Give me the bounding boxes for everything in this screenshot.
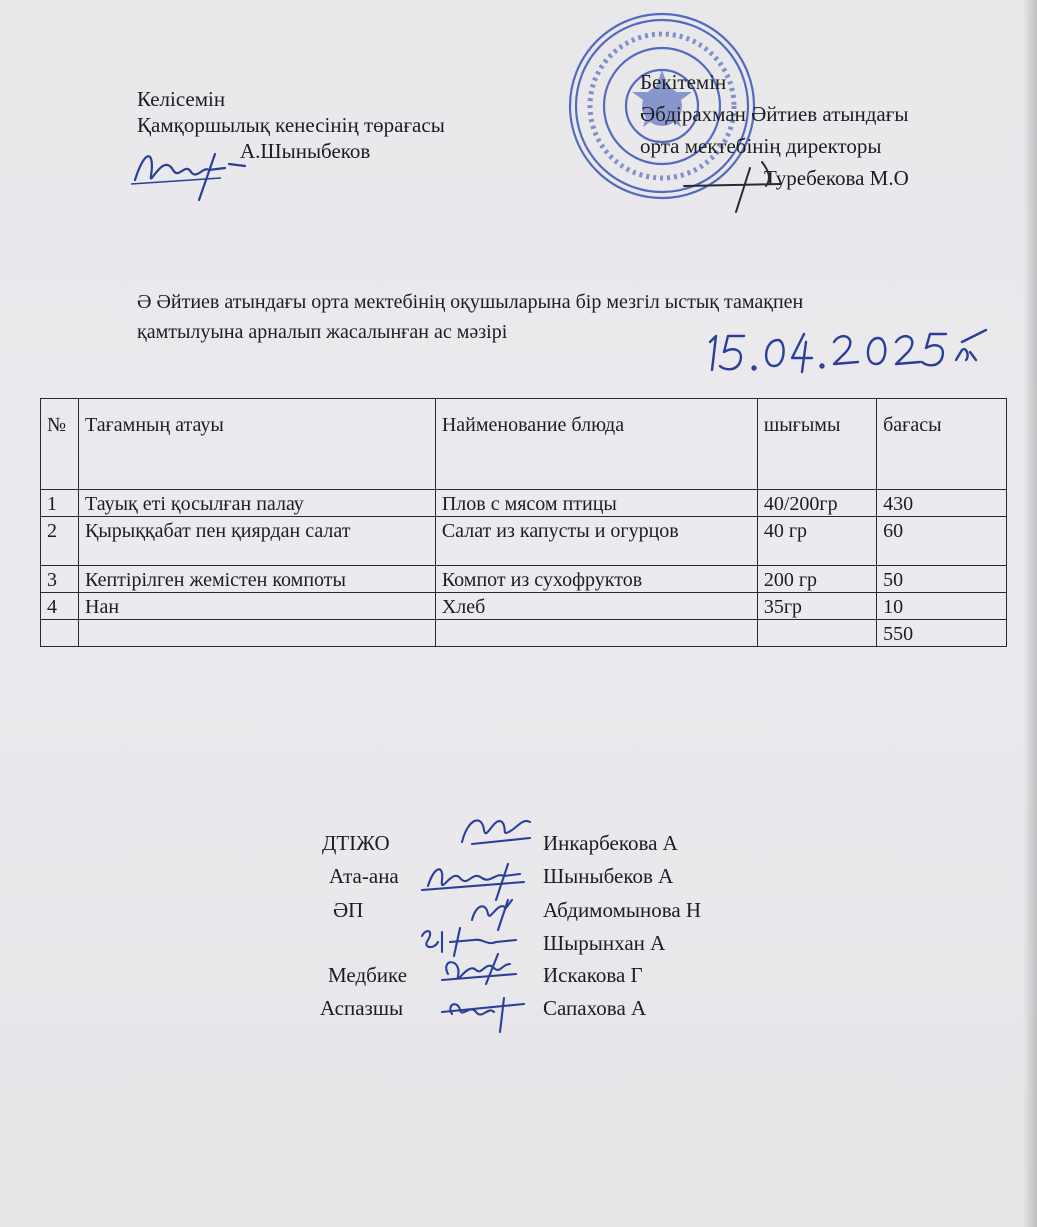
signature-name-6: Сапахова А — [543, 996, 647, 1020]
signature-role-parent: Ата-ана — [329, 864, 399, 888]
page-edge-shadow — [1023, 0, 1037, 1227]
table-row — [41, 517, 1007, 566]
handwritten-date — [700, 320, 990, 380]
menu-title-line-1: Ә Әйтиев атындағы орта мектебінің оқушыларына бір мезгіл ыстық тамақпен — [137, 291, 804, 313]
cell-dish-ru: Компот из сухофруктов — [435, 566, 757, 593]
approved-label: Бекітемін — [640, 70, 727, 94]
menu-title-line-2: қамтылуына арналып жасалынған ас мәзірі — [137, 321, 508, 343]
cell-dish-kz: Тауық еті қосылған палау — [79, 490, 436, 517]
cell-dish-ru: Плов с мясом птицы — [435, 490, 757, 517]
director-name: Туребекова М.О — [764, 166, 909, 190]
school-name-line: Әбдірахман Әйтиев атындағы — [640, 102, 909, 126]
board-chairman-title: Қамқоршылық кенесінің төрағасы — [137, 113, 445, 137]
cell-number: 2 — [41, 517, 79, 566]
table-row — [41, 566, 1007, 593]
cell-total-price: 550 — [877, 620, 1007, 647]
director-signature — [680, 150, 790, 216]
cell-dish-kz: Қырыққабат пен қиярдан салат — [79, 517, 436, 566]
table-row — [41, 490, 1007, 517]
cell-dish-ru — [435, 620, 757, 647]
signature-role-ep: ӘП — [333, 898, 364, 922]
cell-price: 10 — [877, 593, 1007, 620]
cell-yield — [757, 620, 876, 647]
cell-price: 50 — [877, 566, 1007, 593]
signature-role-nurse: Медбике — [328, 963, 408, 987]
committee-signatures — [412, 808, 547, 1038]
signature-name-5: Искакова Г — [543, 963, 643, 987]
cell-number: 3 — [41, 566, 79, 593]
menu-table — [40, 398, 1007, 647]
signature-role-dtizho: ДТІЖО — [322, 831, 390, 855]
table-total-row — [41, 620, 1007, 647]
cell-number — [41, 620, 79, 647]
agreed-label: Келісемін — [137, 87, 226, 111]
cell-yield: 40 гр — [757, 517, 876, 566]
chairman-name: А.Шыныбеков — [240, 139, 371, 163]
cell-yield: 35гр — [757, 593, 876, 620]
signature-name-2: Шыныбеков А — [543, 864, 674, 888]
signature-name-4: Шырынхан А — [543, 931, 666, 955]
signature-name-3: Абдимомынова Н — [543, 898, 702, 922]
header-dish-name-kz: Тағамның атауы — [79, 399, 436, 490]
header-number: № — [41, 399, 79, 490]
cell-number: 1 — [41, 490, 79, 517]
header-price: бағасы — [877, 399, 1007, 490]
cell-price: 60 — [877, 517, 1007, 566]
cell-yield: 40/200гр — [757, 490, 876, 517]
header-yield: шығымы — [757, 399, 876, 490]
cell-dish-kz — [79, 620, 436, 647]
table-header-row — [41, 399, 1007, 490]
cell-number: 4 — [41, 593, 79, 620]
director-title-line: орта мектебінің директоры — [640, 134, 882, 158]
chairman-signature — [125, 140, 255, 202]
signature-name-1: Инкарбекова А — [543, 831, 678, 855]
signature-role-cook: Аспазшы — [320, 996, 404, 1020]
table-row — [41, 593, 1007, 620]
cell-dish-ru: Хлеб — [435, 593, 757, 620]
cell-yield: 200 гр — [757, 566, 876, 593]
cell-dish-kz: Нан — [79, 593, 436, 620]
cell-price: 430 — [877, 490, 1007, 517]
cell-dish-kz: Кептірілген жемістен компоты — [79, 566, 436, 593]
cell-dish-ru: Салат из капусты и огурцов — [435, 517, 757, 566]
header-dish-name-ru: Найменование блюда — [435, 399, 757, 490]
